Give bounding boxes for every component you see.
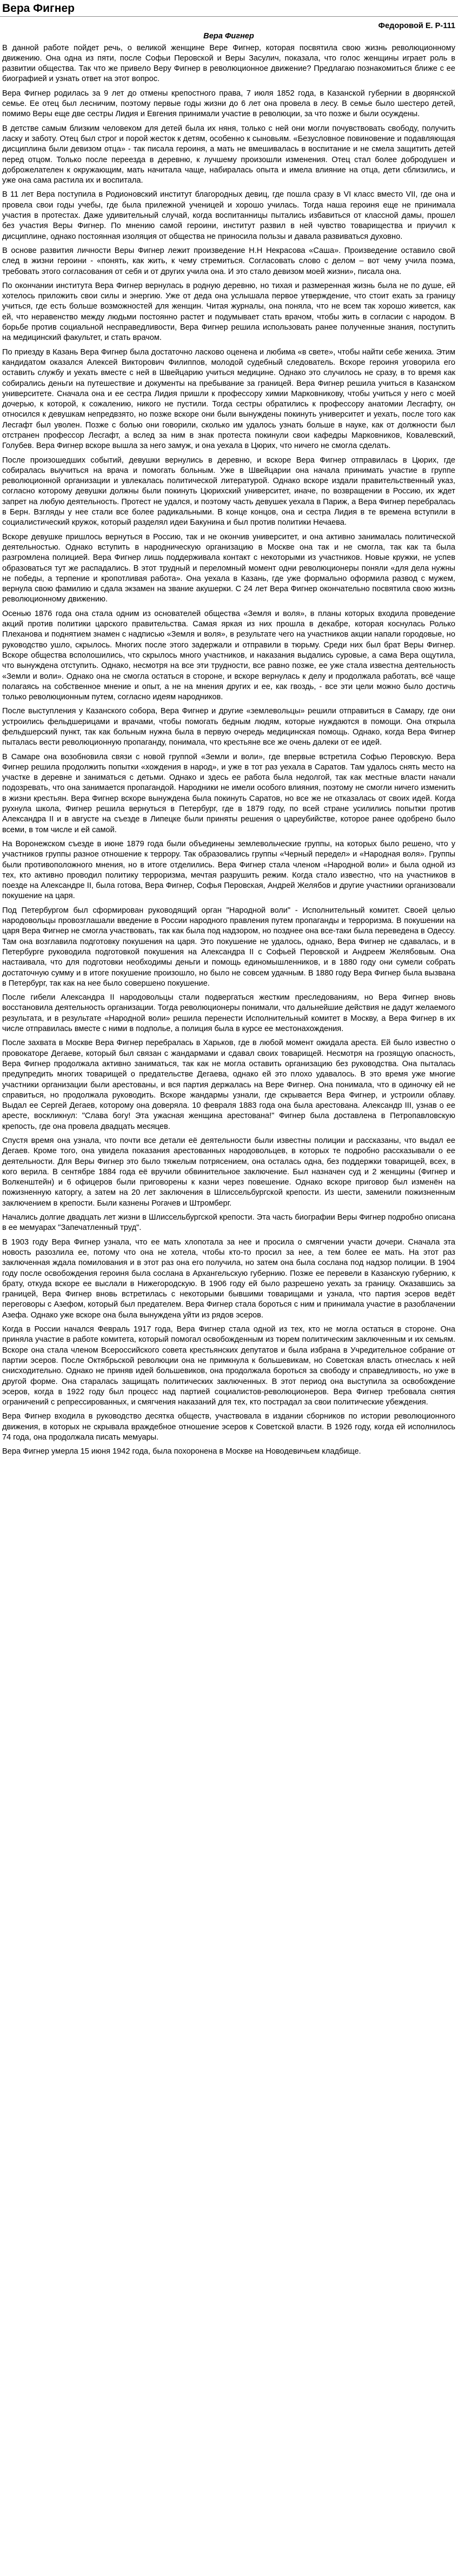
paragraph: По окончании института Вера Фигнер вернулась в родную деревню, но тихая и размеренная жизнь была не по душе, ей хотелось приложить свои силы и энергию. Уже от деда она услышала первое утверждение, что стоит ехать за границу учиться, где есть больше возможностей для женщин. Читая журналы, она поняла, что не всем так хорошо живется, как ей, что неравенство между людьми постоянно растет и подумывает стать врачом, чтобы жить в согласии с народом. В борьбе против социальной несправедливости, Вера Фигнер решила использовать ранее полученные знания, поступить на медицинский факультет, и стать врачом. <box>2 281 455 343</box>
paragraph: В данной работе пойдет речь, о великой женщине Вере Фигнер, которая посвятила свою жизнь революционному движению. Она одна из пяти, после Софьи Перовской и Веры Засулич, показала, что голос женщины играет роль в развитии общества. Так что же привело Веру Фигнер в революционное движение? Предлагаю познакомиться ближе с ее биографией и узнать ответ на этот вопрос. <box>2 43 455 84</box>
document-body <box>0 17 458 1457</box>
paragraph: Начались долгие двадцать лет жизни в Шлиссельбургской крепости. Эта часть биографии Веры Фигнер подробно описана в ее мемуарах "Запечатленный труд". <box>2 1213 455 1233</box>
paragraph: На Воронежском съезде в июне 1879 года были объединены землевольческие группы, на которых было решено, что у участников группы разное отношение к террору. Так образовались группы «Черный передел» и «Народная воля». Группы были противоположного мнения, но в итоге отделились. Вера Фигнер стала членом «Народной воли» и была одной из тех, кто активно проводил политику терроризма, мечтая разрушить режим. Когда стало известно, что на участников в поезде на Александре II, была готова, Вера Фигнер, Софья Перовская, Андрей Желябов и другие участники организовали покушение на царя. <box>2 839 455 901</box>
paragraph: После гибели Александра II народовольцы стали подвергаться жестким преследованиям, но Вера Фигнер вновь восстановила деятельность организации. Тогда революционеры понимали, что дальнейшие действия не дадут желаемого результата, и в результате «Народной воли» решила перенести Исполнительный комитет в Москву, а Вера Фигнер в их числе отправилась вместе с ними в подполье, а полиция была в курсе ее местонахождения. <box>2 993 455 1034</box>
paragraph: Осенью 1876 года она стала одним из основателей общества «Земля и воля», в планы которых входила проведение акций против политики царского правительства. Самая яркая из них прошла в декабре, которая коснулась Ролько Плехановa и поднятием знамен с надписью «Земля и воля», в результате чего на участников акции напали городовые, но руководство ушло, скрылось. Многих после этого задержали и отправили в тюрьму. Среди них был брат Веры Фигнер. Вскоре общества всполошились, что скрылось много участников, и наказания выдались суровые, а сама Вера ощутила, что вынуждена отступить. Однако, несмотря на все эти трудности, все равно позже, ее уже стала известна деятельность «Земли и воли». Однако она не смогла остаться в стороне, и вскоре вернулась к делу и продолжала работать, всё чаще полагаясь на собственное мнение и опыт, а не на мнения других и ее, как гвоздь, - все эти цели можно было достичь только революционным путем, согласно идеям народников. <box>2 609 455 702</box>
paragraph: В детстве самым близким человеком для детей была их няня, только с ней они могли почувствовать свободу, получить ласку и заботу. Отец был строг и порой жесток к детям, особенно к сыновьям. «Безусловное повиновение и подавляющая дисциплина были девизом отца» - так писала героиня, а мать не вмешивалась в воспитание и не смела защитить детей перед отцом. Только после переезда в деревню, к лучшему произошли изменения. Отец стал более добродушен и доброжелателен к окружающим, мать начитала чаще, набиралась опыта и имела влияние на отца, дети сблизились, и уже она сама растила их и воспитала. <box>2 124 455 185</box>
document-heading: Вера Фигнер <box>203 32 254 41</box>
paragraph: Вера Фигнер входила в руководство десятка обществ, участвовала в издании сборников по истории революционного движения, в которых не скрывала враждебное отношение эсеров к Советской власти. В 1926 году, когда ей исполнилось 74 года, она продолжала писать мемуары. <box>2 1412 455 1442</box>
paragraph: Когда в России начался Февраль 1917 года, Вера Фигнер стала одной из тех, кто не могла остаться в стороне. Она приняла участие в работе комитета, который помогал освобожденным из тюрем политическим заключенным и их семьям. Вскоре она стала членом Всероссийского совета крестьянских депутатов и была избрана в Учредительное собрание от партии эсеров. После Октябрьской революции она не примкнула к большевикам, но Советская власть отнеслась к ней снисходительно. Однако не приняв идей большевиков, она продолжала бороться за свободу и справедливость, но уже в другой форме. Она старалась защищать политических заключенных. В этот период она выступила за освобождение эсеров, когда в 1922 году был процесс над партией социалистов-революционеров. Вера Фигнер требовала снятия ограничений с репрессированных, и смягчения наказаний для тех, кто пострадал за свои политические убеждения. <box>2 1325 455 1407</box>
paragraph: В Самаре она возобновила связи с новой группой «Земли и воли», где впервые встретила Софью Перовскую. Вера Фигнер решила продолжить попытки «хождения в народ», и уже в тот раз уехала в Саратов. Там удалось снять место на участке в деревне и заниматься с детьми. Однако и здесь ее работа была недолгой, так как местные власти начали подозревать, что она занимается пропагандой. Народники не имели особого влияния, поэтому не смогли ничего изменить в жизни крестьян. Вера Фигнер вскоре вынуждена была покинуть Саратов, но все же не отказалась от своих идей. Когда рухнула школа, Фигнер решила вернуться в Петербург, где в 1879 году, по всей стране усилились попытки против Александра II и в августе на съезде в Липецке были приняты решения о цареубийстве, которое ранее одобрено было всеми, в том числе и ей самой. <box>2 752 455 834</box>
paragraph: Спустя время она узнала, что почти все детали её деятельности были известны полиции и рассказаны, что выдал ее Дегаев. Кроме того, она увидела показания арестованных народовольцев, в которых те подробно рассказывали о ее деятельности. Для Веры Фигнер это было тяжелым потрясением, она осталась одна, без поддержки товарищей, всех, в кого верила. В сентябре 1884 года её вручили обвинительное заключение. Был назначен суд и 2 женщины (Фигнер и Волкенштейн) и 6 офицеров были приговорены к казни через повешение. Однако вскоре приговор был изменён на пожизненную каторгу, а затем на 20 лет заключения в Шлиссельбургской крепости. Из шести, заменили пожизненным заключением в крепости. Были казнены Рогачев и Штромберг. <box>2 1136 455 1208</box>
paragraph: Вера Фигнер родилась за 9 лет до отмены крепостного права, 7 июля 1852 года, в Казанской губернии в дворянской семье. Ее отец был лесничим, поэтому первые годы жизни до 6 лет она провела в лесу. В семье было шестеро детей, помимо Веры еще две сестры Лидия и Евгения принимали участие в революции, за что позже и были осуждены. <box>2 89 455 119</box>
paragraph: В 11 лет Вера поступила в Родионовский институт благородных девиц, где пошла сразу в VI класс вместо VII, где она и провела свои годы учебы, где была прилежной ученицей и хорошо училась. Тогда наша героиня еще не принимала участия в протестах. Даже удивительный случай, когда воспитанницы пытались избавиться от классной дамы, прошел без участия Веры Фигнер. По мнению самой героини, институт развил в ней чувство товарищества и приучил к дисциплине, однако постоянная изоляция от общества не приносила пользы и давала развиваться духовно. <box>2 190 455 241</box>
paragraph: Вера Фигнер умерла 15 июня 1942 года, была похоронена в Москве на Новодевичьем кладбище. <box>2 1447 361 1456</box>
paragraph: В основе развития личности Веры Фигнер лежит произведение Н.Н Некрасова «Саша». Произведение оставило свой след в жизни героини - «понять, как жить, к чему стремиться. Согласовать слово с делом – вот чему учила поэма, требовать этого согласования от себя и от других учила она. И это стало девизом моей жизни», писала она. <box>2 246 455 276</box>
paragraph: В 1903 году Вера Фигнер узнала, что ее мать хлопотала за нее и просила о смягчении участи дочери. Сначала эта новость разозлила ее, потому что она не хотела, чтобы кто-то просил за нее, а тем более ее мать. На этот раз заключенная ждала помилования и в этот раз она его получила, но затем она была сослана под надзор полиции. В 1904 году после освобождения героиня была сослана в Архангельскую губернию. Позже ее перевели в Казанскую губернию, к брату, откуда вскоре ее выслали в Нижегородскую. В 1906 году ей было разрешено уехать за границу. Оказавшись за границей, Вера Фигнер вновь встретилась с некоторыми бывшими товарищами и узнала, что партия эсеров ведёт переговоры с Азефом, который был предателем. Вера Фигнер стала бороться с ним и принимала участие в разоблачении Азефа. Однако уже вскоре она была вынуждена уйти из рядов эсеров. <box>2 1237 455 1320</box>
paragraph: Вскоре девушке пришлось вернуться в Россию, так и не окончив университет, и она активно занималась политической деятельностью. Однако вступить в народническую организацию в Москве она так и не смогла, так как та была разгромлена полицией. Вера Фигнер лишь поддерживала контакт с некоторыми из участников. Новые кружки, не успев образоваться тут же распадались. В этот трудный и переломный момент одни революционеры поняли «для дела нужны не победы, а терпение и кропотливая работа». Она уехала в Казань, где уже формально оформила развод с мужем, вернула свою фамилию и сдала экзамен на звание акушерки. С 24 лет Вера Фигнер окончательно посвятила свою жизнь революционному движению. <box>2 532 455 604</box>
author-line: Федоровой Е. Р-111 <box>378 22 455 30</box>
paragraph: После выступления у Казанского собора, Вера Фигнер и другие «землевольцы» решили отправиться в Самару, где они устроились фельдшерицами и врачами, чтобы помогать бедным людям, которые нуждаются в помощи. Она открыла фельдшерский пункт, так как больным нужна была в первую очередь медицинская помощь. Однако, когда Вера Фигнер пыталась вести революционную пропаганду, понимала, что крестьяне все же очень далеки от ее идей. <box>2 707 455 747</box>
page-title: Вера Фигнер <box>2 2 75 15</box>
paragraph: По приезду в Казань Вера Фигнер была достаточно ласково оценена и любима «в свете», чтобы найти себе жениха. Этим кандидатом оказался Алексей Викторович Филиппов, молодой судебный следователь. Вскоре героиня уговорила его оставить службу и уехать вместе с ней в Швейцарию учиться медицине. Однако это случилось не сразу, в то время как собирались деньги на путешествие и документы на пребывание за границей. Вера Фигнер решила учиться в Казанском университете. Сначала она и ее сестра Лидия пришли к профессору химии Марковникову, чтобы учиться у него с моей дочерью, к которой, к сожалению, никого не пустили. Тогда сестры обратились к профессору анатомии Лесгафту, он относился к девушкам непредвзято, но позже вскоре они были вынуждены покинуть университет и уехать, после того как Лесгафт был уволен. Позже с болью они говорили, сколько им удалось узнать больше в науке, как от должности был отстранен профессор Лесгафт, а вслед за ним в знак протеста покинули свои кафедры Марковников, Ковалевский, Голубев. Вера Фигнер вскоре вышла за него замуж, и она уехала в Цюрих, что ничего не смогла сделать. <box>2 347 455 451</box>
paragraph: После произошедших событий, девушки вернулись в деревню, и вскоре Вера Фигнер отправилась в Цюрих, где собиралась выучиться на врача и помогать больным. Уже в Швейцарии она начала принимать участие в группе революционной организации и увлекалась политической литературой. Однако вскоре издали правительственный указ, согласно которому девушки должны были покинуть Цюрихский университет, иначе, по возвращении в Россию, их ждет запрет на любую деятельность. Протест не удался, и поэтому часть девушек уехала в Париж, а Вера Фигнер перебралась в Берн. Взгляды у нее стали все более радикальными. В конце концов, она и сестра Лидия в те времена вступили в социалистический кружок, который разделял идеи Бакунина и был против политики Нечаева. <box>2 456 455 527</box>
paragraph: Под Петербургом был сформирован руководящий орган "Народной воли" - Исполнительный комитет. Своей целью народовольцы провозглашали введение в России народного правления путем пропаганды и терроризма. В покушении на царя Вера Фигнер не смогла участвовать, так как была под надзором, но позднее она все-таки была переведена в Одессу. Там она возглавила подготовку покушения на царя. Это покушение не удалось, однако, Вера Фигнер не сдавалась, и в Петербурге руководила подготовкой покушения на Александра II с Софьей Перовской и Андреем Желябовым. Она настаивала, что для подготовки необходимы деньги и помощь единомышленников, и в 1880 году они сумели собрать достаточную сумму и в итоге покушение произошло, но было не совсем удачным. В 1880 году Вера Фигнер была вызвана в Петербург, так как на нее было совершено покушение. <box>2 906 455 988</box>
paragraph: После захвата в Москве Вера Фигнер перебралась в Харьков, где в любой момент ожидала ареста. Ей было известно о провокаторе Дегаеве, который был связан с жандармами и сдавал своих товарищей. Несмотря на грозящую опасность, Вера Фигнер продолжала активно заниматься, так как не могла оставить организацию без руководства. Она пыталась предупредить многих товарищей о предательстве Дегаева, однако ей это плохо удавалось. В это время уже многие участники организации были арестованы, и вся партия держалась на Вере Фигнер. Она понимала, что в одиночку ей не справиться, но продолжала руководить. Вскоре жандармы узнали, где скрывается Вера Фигнер, и устроили облаву. Выдал ее Сергей Дегаев, которому она доверяла. 10 февраля 1883 года она была арестована. Александр III, узнав о ее аресте, воскликнул: "Слава богу! Эта ужасная женщина арестована!" Фигнер была доставлена в Петропавловскую крепость, где она провела двадцать месяцев. <box>2 1039 455 1131</box>
